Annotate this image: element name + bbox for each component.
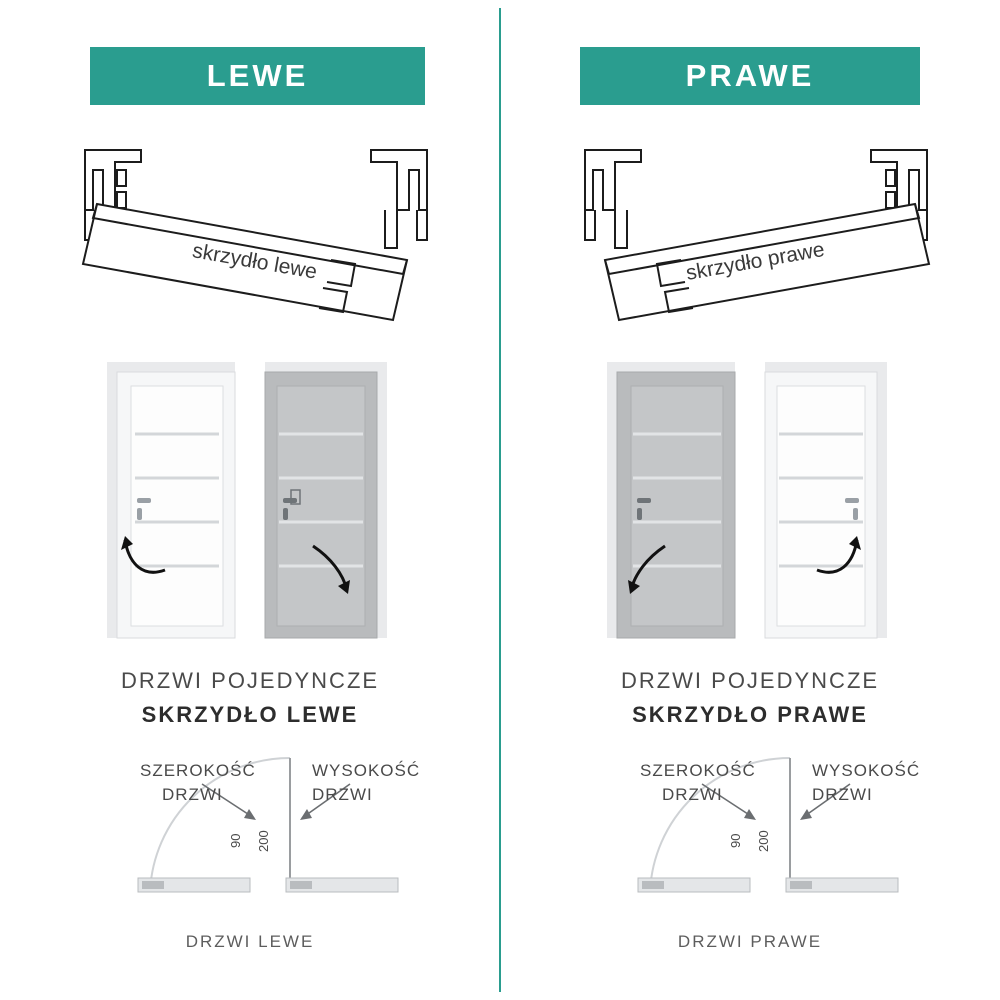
plan-diagram-lewe bbox=[50, 752, 460, 912]
doors-diagram-lewe bbox=[95, 350, 415, 650]
plan-label-wysokosc: WYSOKOŚĆ bbox=[312, 761, 421, 780]
plan-label-drzwi-wys: DRZWI bbox=[312, 785, 373, 804]
panel-header-lewe bbox=[90, 47, 425, 105]
door-grey bbox=[265, 362, 387, 638]
plan-dim-90: 90 bbox=[728, 833, 743, 848]
plan-label-szerokosc: SZEROKOŚĆ bbox=[640, 761, 756, 780]
plan-label-wysokosc: WYSOKOŚĆ bbox=[812, 761, 921, 780]
frame-diagram-lewe bbox=[55, 140, 455, 330]
frame-diagram-prawe bbox=[555, 140, 955, 330]
caption-line-2: SKRZYDŁO PRAWE bbox=[632, 702, 868, 727]
door-white bbox=[107, 362, 235, 638]
plan-diagram-prawe bbox=[550, 752, 960, 912]
panel-header-label: LEWE bbox=[206, 58, 309, 93]
door-caption-prawe bbox=[500, 668, 1000, 728]
plan-label-drzwi-szer: DRZWI bbox=[662, 785, 723, 804]
plan-dim-200: 200 bbox=[756, 830, 771, 852]
plan-label-szerokosc: SZEROKOŚĆ bbox=[140, 761, 256, 780]
door-caption-lewe bbox=[0, 668, 500, 728]
panel-prawe bbox=[500, 0, 1000, 1000]
plan-caption-prawe: DRZWI PRAWE bbox=[677, 932, 823, 951]
plan-label-drzwi-wys: DRZWI bbox=[812, 785, 873, 804]
caption-line-2: SKRZYDŁO LEWE bbox=[141, 702, 359, 727]
panel-header-prawe bbox=[580, 47, 920, 105]
plan-caption-lewe: DRZWI LEWE bbox=[185, 932, 315, 951]
caption-line-1: DRZWI POJEDYNCZE bbox=[620, 668, 880, 693]
plan-label-drzwi-szer: DRZWI bbox=[162, 785, 223, 804]
door-white bbox=[765, 362, 887, 638]
doors-diagram-prawe bbox=[595, 350, 915, 650]
caption-line-1: DRZWI POJEDYNCZE bbox=[120, 668, 380, 693]
door-grey bbox=[607, 362, 735, 638]
plan-dim-200: 200 bbox=[256, 830, 271, 852]
panel-header-label: PRAWE bbox=[685, 58, 815, 93]
plan-dim-90: 90 bbox=[228, 833, 243, 848]
frame-leaf-label: skrzydło prawe bbox=[684, 237, 827, 285]
frame-leaf-label: skrzydło lewe bbox=[190, 239, 319, 284]
